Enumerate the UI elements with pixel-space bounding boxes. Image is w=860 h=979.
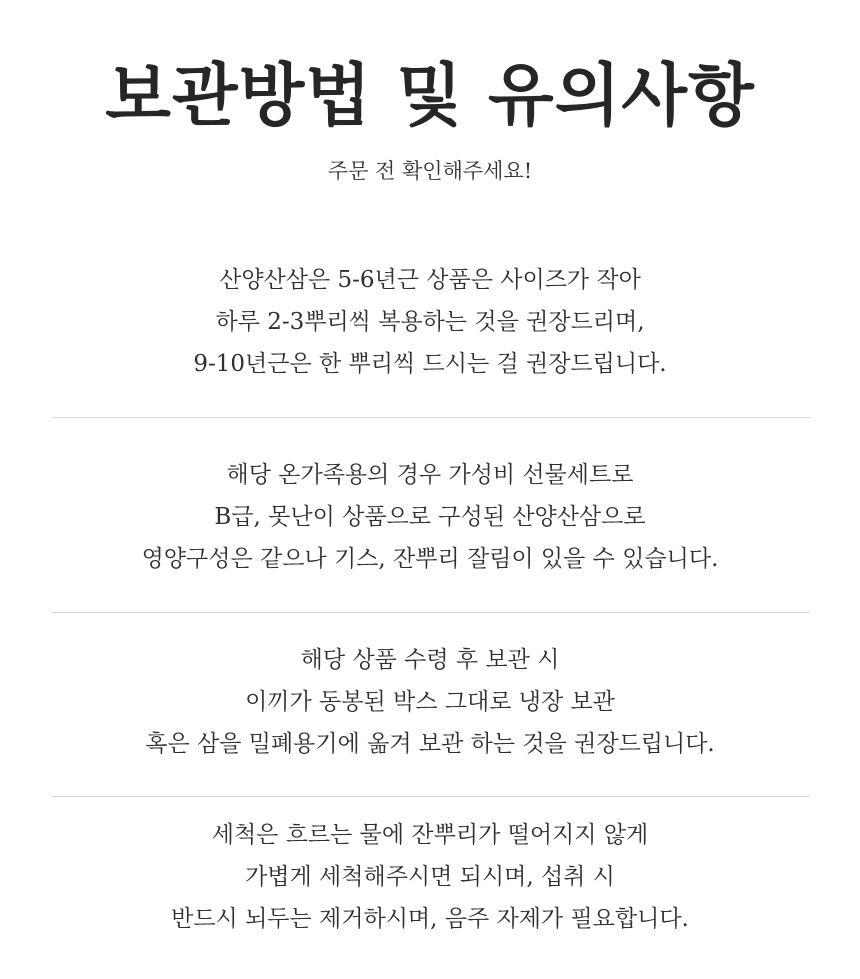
notice-line: 반드시 뇌두는 제거하시며, 음주 자제가 필요합니다. bbox=[171, 906, 689, 932]
section-divider bbox=[51, 796, 810, 797]
section-divider bbox=[51, 612, 810, 613]
notice-line: 해당 상품 수령 후 보관 시 bbox=[300, 647, 560, 673]
notice-line: 영양구성은 같으나 기스, 잔뿌리 잘림이 있을 수 있습니다. bbox=[141, 546, 719, 572]
notice-line: B급, 못난이 상품으로 구성된 산양산삼으로 bbox=[214, 504, 646, 530]
notice-section-storage bbox=[0, 639, 860, 765]
notice-section-size-dosage bbox=[0, 259, 860, 385]
notice-line: 해당 온가족용의 경우 가성비 선물세트로 bbox=[226, 462, 634, 488]
notice-section-washing bbox=[0, 814, 860, 940]
notice-line: 산양산삼은 5-6년근 상품은 사이즈가 작아 bbox=[219, 267, 641, 293]
section-divider bbox=[51, 417, 810, 418]
notice-section-family-set bbox=[0, 454, 860, 580]
notice-line: 이끼가 동봉된 박스 그대로 냉장 보관 bbox=[245, 689, 615, 715]
page-title: 보관방법 및 유의사항 bbox=[105, 57, 755, 136]
notice-line: 가볍게 세척해주시면 되시며, 섭취 시 bbox=[245, 864, 615, 890]
notice-line: 혹은 삼을 밀폐용기에 옮겨 보관 하는 것을 권장드립니다. bbox=[145, 731, 715, 757]
notice-line: 하루 2-3뿌리씩 복용하는 것을 권장드리며, bbox=[215, 309, 645, 335]
notice-line: 9-10년근은 한 뿌리씩 드시는 걸 권장드립니다. bbox=[193, 351, 667, 377]
page-subtitle: 주문 전 확인해주세요! bbox=[327, 159, 533, 183]
notice-line: 세척은 흐르는 물에 잔뿌리가 떨어지지 않게 bbox=[211, 822, 649, 848]
